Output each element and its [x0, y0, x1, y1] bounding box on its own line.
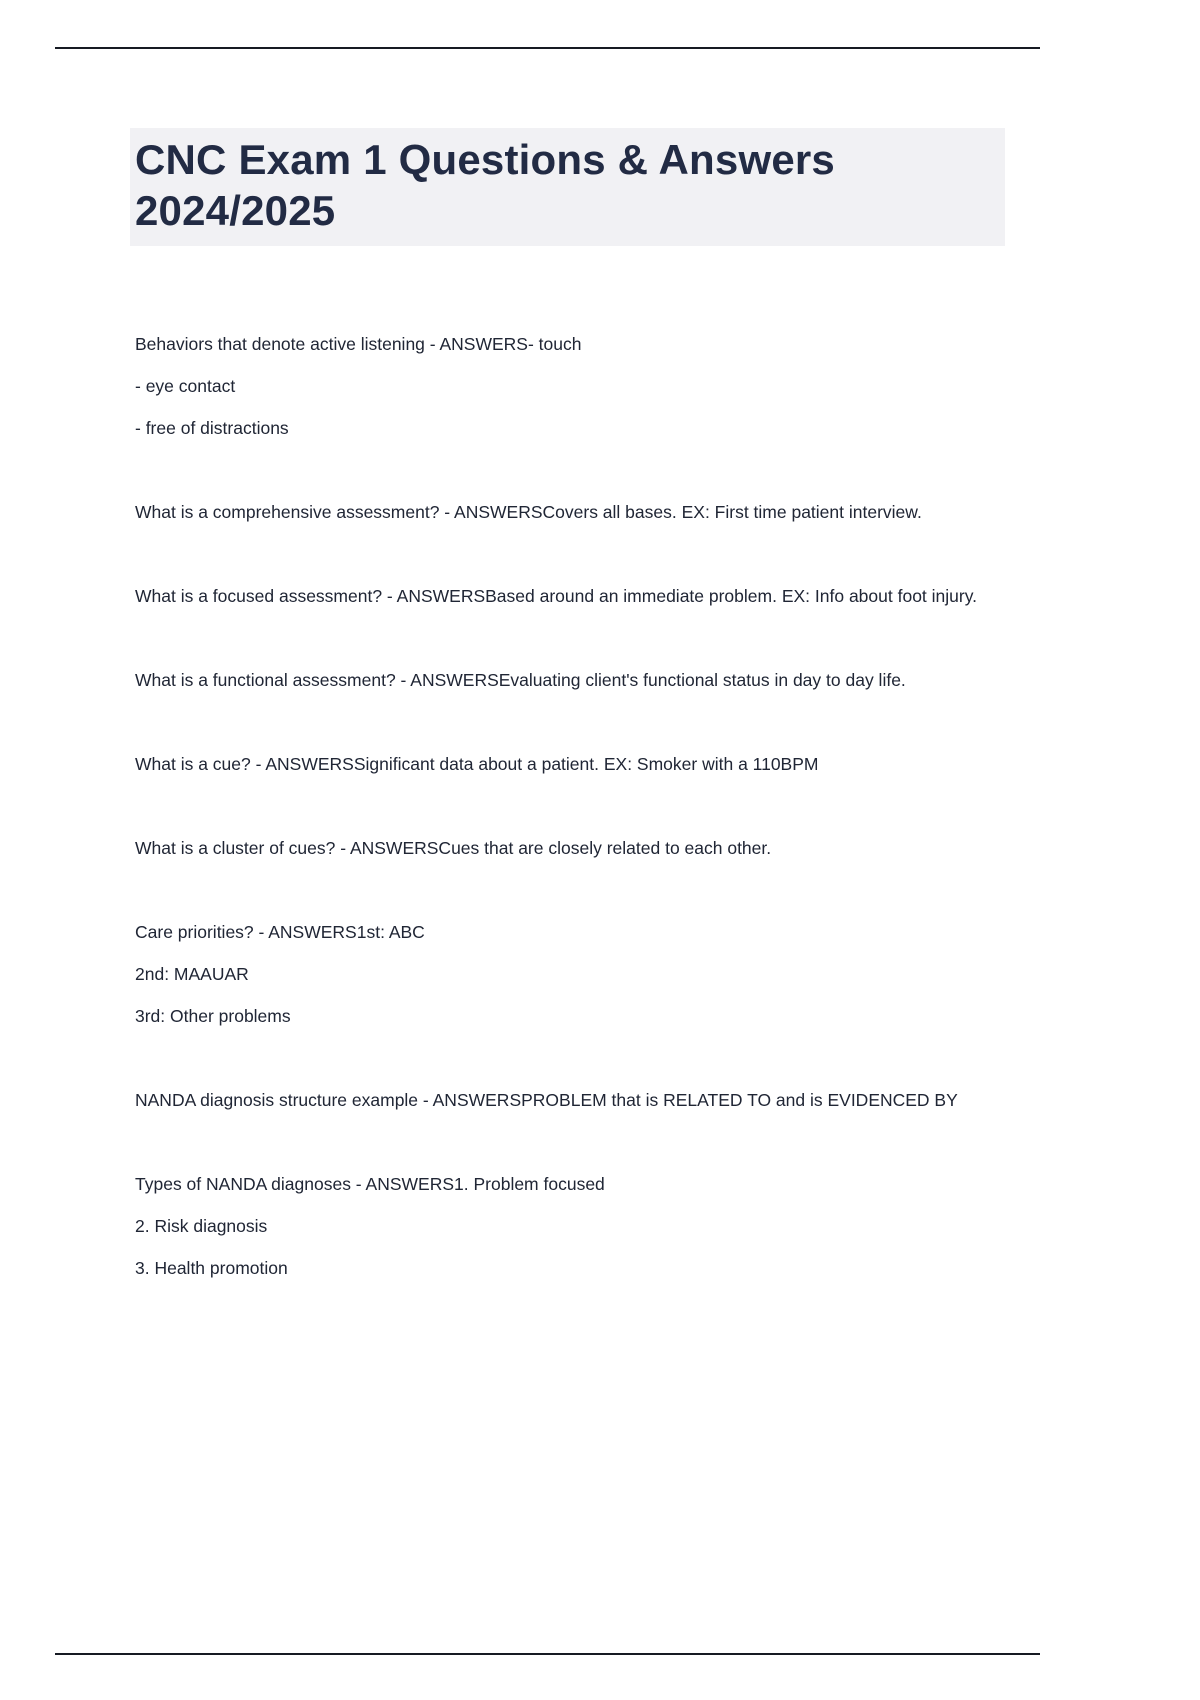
document-content [135, 128, 1065, 1340]
document-line: 3rd: Other problems [135, 1006, 291, 1027]
document-line: - eye contact [135, 376, 236, 397]
document-line: Behaviors that denote active listening - ANSWERS- touch [135, 334, 582, 355]
paragraph-block [135, 752, 1065, 777]
document-line: What is a cluster of cues? - ANSWERSCues that are closely related to each other. [135, 838, 772, 859]
document-line: Care priorities? - ANSWERS1st: ABC [135, 922, 425, 943]
page-title: CNC Exam 1 Questions & Answers 2024/2025 [130, 128, 1005, 246]
paragraph-block [135, 1088, 1065, 1113]
paragraph-block [135, 1172, 1065, 1281]
document-line: What is a focused assessment? - ANSWERSBased around an immediate problem. EX: Info about foot injury. [135, 586, 978, 607]
document-line: What is a functional assessment? - ANSWERSEvaluating client's functional status in day to day life. [135, 670, 906, 691]
paragraph-block [135, 500, 1065, 525]
document-line: - free of distractions [135, 418, 289, 439]
paragraph-block [135, 836, 1065, 861]
document-line: Types of NANDA diagnoses - ANSWERS1. Problem focused [135, 1174, 605, 1195]
paragraph-block [135, 332, 1065, 441]
document-line: What is a comprehensive assessment? - ANSWERSCovers all bases. EX: First time patient interview. [135, 502, 922, 523]
document-line: 2. Risk diagnosis [135, 1216, 268, 1237]
bottom-border-line [55, 1653, 1040, 1655]
document-line: 3. Health promotion [135, 1258, 288, 1279]
paragraph-block [135, 668, 1065, 693]
document-body [135, 332, 1065, 1281]
document-line: NANDA diagnosis structure example - ANSWERSPROBLEM that is RELATED TO and is EVIDENCED BY [135, 1090, 958, 1111]
top-border-line [55, 47, 1040, 49]
paragraph-block [135, 920, 1065, 1029]
document-line: 2nd: MAAUAR [135, 964, 249, 985]
document-line: What is a cue? - ANSWERSSignificant data about a patient. EX: Smoker with a 110BPM [135, 754, 819, 775]
paragraph-block [135, 584, 1065, 609]
